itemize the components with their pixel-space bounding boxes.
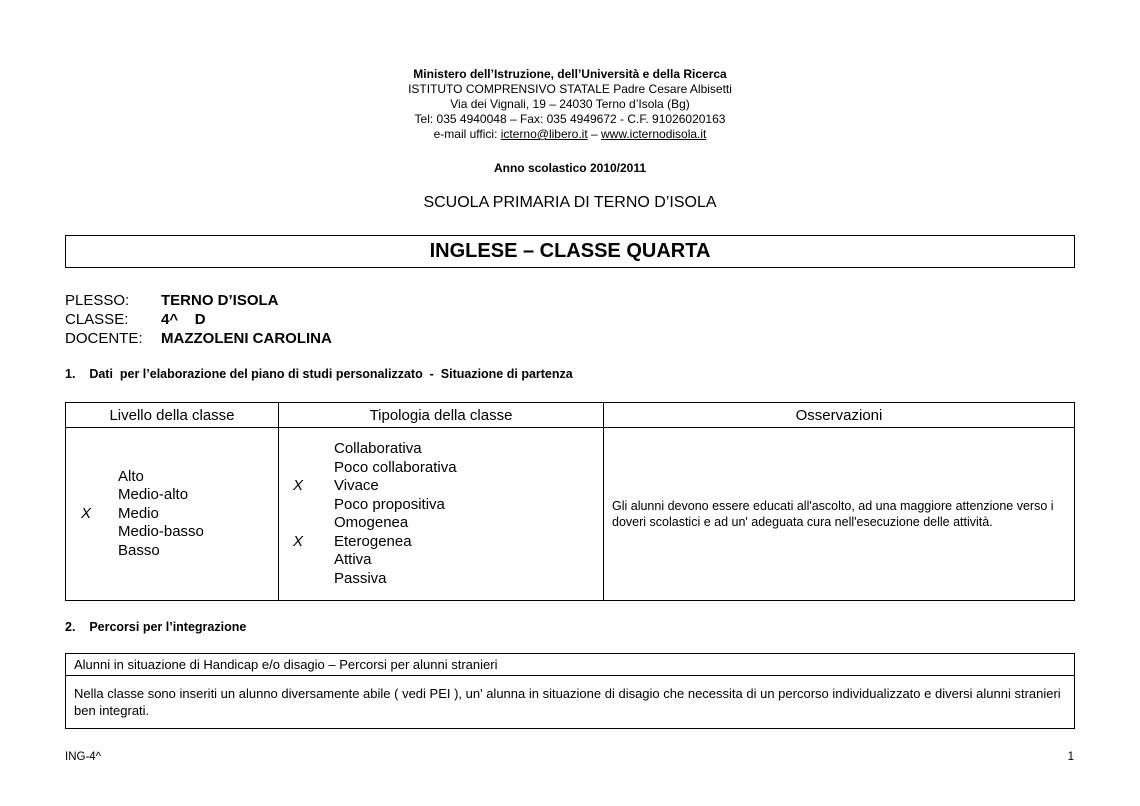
- docente-label: DOCENTE:: [65, 330, 143, 347]
- selection-mark: X: [293, 477, 304, 494]
- tipologia-label: Eterogenea: [334, 532, 412, 550]
- tipologia-list: [279, 440, 603, 588]
- livello-label: Basso: [118, 541, 160, 559]
- docente-row: [65, 329, 332, 348]
- livello-item: [118, 542, 278, 561]
- tipologia-item: [334, 459, 603, 478]
- plesso-row: [65, 291, 279, 310]
- livello-label: Medio-alto: [118, 486, 189, 504]
- tipologia-label: Attiva: [334, 551, 372, 568]
- header-livello: Livello della classe: [66, 403, 279, 428]
- phones-line: Tel: 035 4940048 – Fax: 035 4949672 - C.F. 91026020163: [414, 112, 726, 126]
- ministry-line: Ministero dell’Istruzione, dell’Università e della Ricerca: [413, 67, 727, 81]
- tipologia-item: [334, 570, 603, 589]
- livello-list: [66, 468, 278, 561]
- school-year: Anno scolastico 2010/2011: [493, 161, 647, 175]
- livello-item: [118, 523, 278, 542]
- livello-item: [81, 504, 278, 524]
- email-link[interactable]: icterno@libero.it: [500, 127, 588, 141]
- section-2-heading: 2. Percorsi per l’integrazione: [65, 620, 247, 634]
- tipologia-label: Poco propositiva: [334, 495, 445, 513]
- integration-header: Alunni in situazione di Handicap e/o disagio – Percorsi per alunni stranieri: [66, 654, 1075, 676]
- tipologia-label: Vivace: [334, 477, 379, 494]
- tipologia-cell: [279, 428, 604, 601]
- livello-cell: [66, 428, 279, 601]
- tipologia-item: [334, 551, 603, 570]
- situation-table: [65, 402, 1075, 601]
- livello-item: [118, 486, 278, 505]
- tipologia-label: Passiva: [334, 569, 387, 587]
- footer-code: ING-4^: [65, 751, 102, 763]
- school-name: SCUOLA PRIMARIA DI TERNO D’ISOLA: [423, 194, 717, 211]
- header-osservazioni: Osservazioni: [604, 403, 1075, 428]
- institute-line: ISTITUTO COMPRENSIVO STATALE Padre Cesare Albisetti: [408, 82, 732, 96]
- livello-label: Medio: [118, 504, 159, 522]
- tipologia-label: Collaborativa: [334, 440, 422, 457]
- tipologia-item: [293, 532, 603, 552]
- website-link[interactable]: www.icternodisola.it: [601, 127, 707, 141]
- integration-body: Nella classe sono inseriti un alunno diversamente abile ( vedi PEI ), un' alunna in situazione di disagio che necessita di un percorso individualizzato e diversi alunni stranieri ben integrati.: [66, 676, 1075, 729]
- tipologia-item: [334, 440, 603, 459]
- email-line: e-mail uffici: icterno@libero.it – www.icternodisola.it: [433, 127, 707, 141]
- selection-mark: X: [293, 532, 304, 550]
- tipologia-label: Poco collaborativa: [334, 458, 457, 476]
- tipologia-item: [334, 514, 603, 533]
- integration-table: [65, 653, 1075, 729]
- classe-value: 4^ D: [161, 311, 206, 328]
- page-number: 1: [1067, 751, 1074, 763]
- selection-mark: X: [81, 504, 92, 522]
- address-line: Via dei Vignali, 19 – 24030 Terno d’Isola (Bg): [450, 97, 690, 111]
- livello-label: Alto: [118, 467, 144, 485]
- osservazioni-cell: Gli alunni devono essere educati all'ascolto, ad una maggiore attenzione verso i doveri scolastici e ad un' adeguata cura nell'esecuzione delle attività.: [604, 428, 1075, 601]
- tipologia-item: [334, 496, 603, 515]
- classe-label: CLASSE:: [65, 311, 129, 328]
- livello-item: [118, 468, 278, 487]
- docente-value: MAZZOLENI CAROLINA: [161, 330, 332, 347]
- tipologia-label: Omogenea: [334, 514, 409, 531]
- classe-row: [65, 310, 206, 329]
- livello-label: Medio-basso: [118, 523, 204, 541]
- document-title: INGLESE – CLASSE QUARTA: [65, 235, 1075, 268]
- tipologia-item: [293, 477, 603, 496]
- plesso-value: TERNO D’ISOLA: [161, 292, 279, 309]
- section-1-heading: 1. Dati per l’elaborazione del piano di studi personalizzato - Situazione di partenza: [65, 367, 573, 381]
- plesso-label: PLESSO:: [65, 292, 130, 309]
- header-tipologia: Tipologia della classe: [279, 403, 604, 428]
